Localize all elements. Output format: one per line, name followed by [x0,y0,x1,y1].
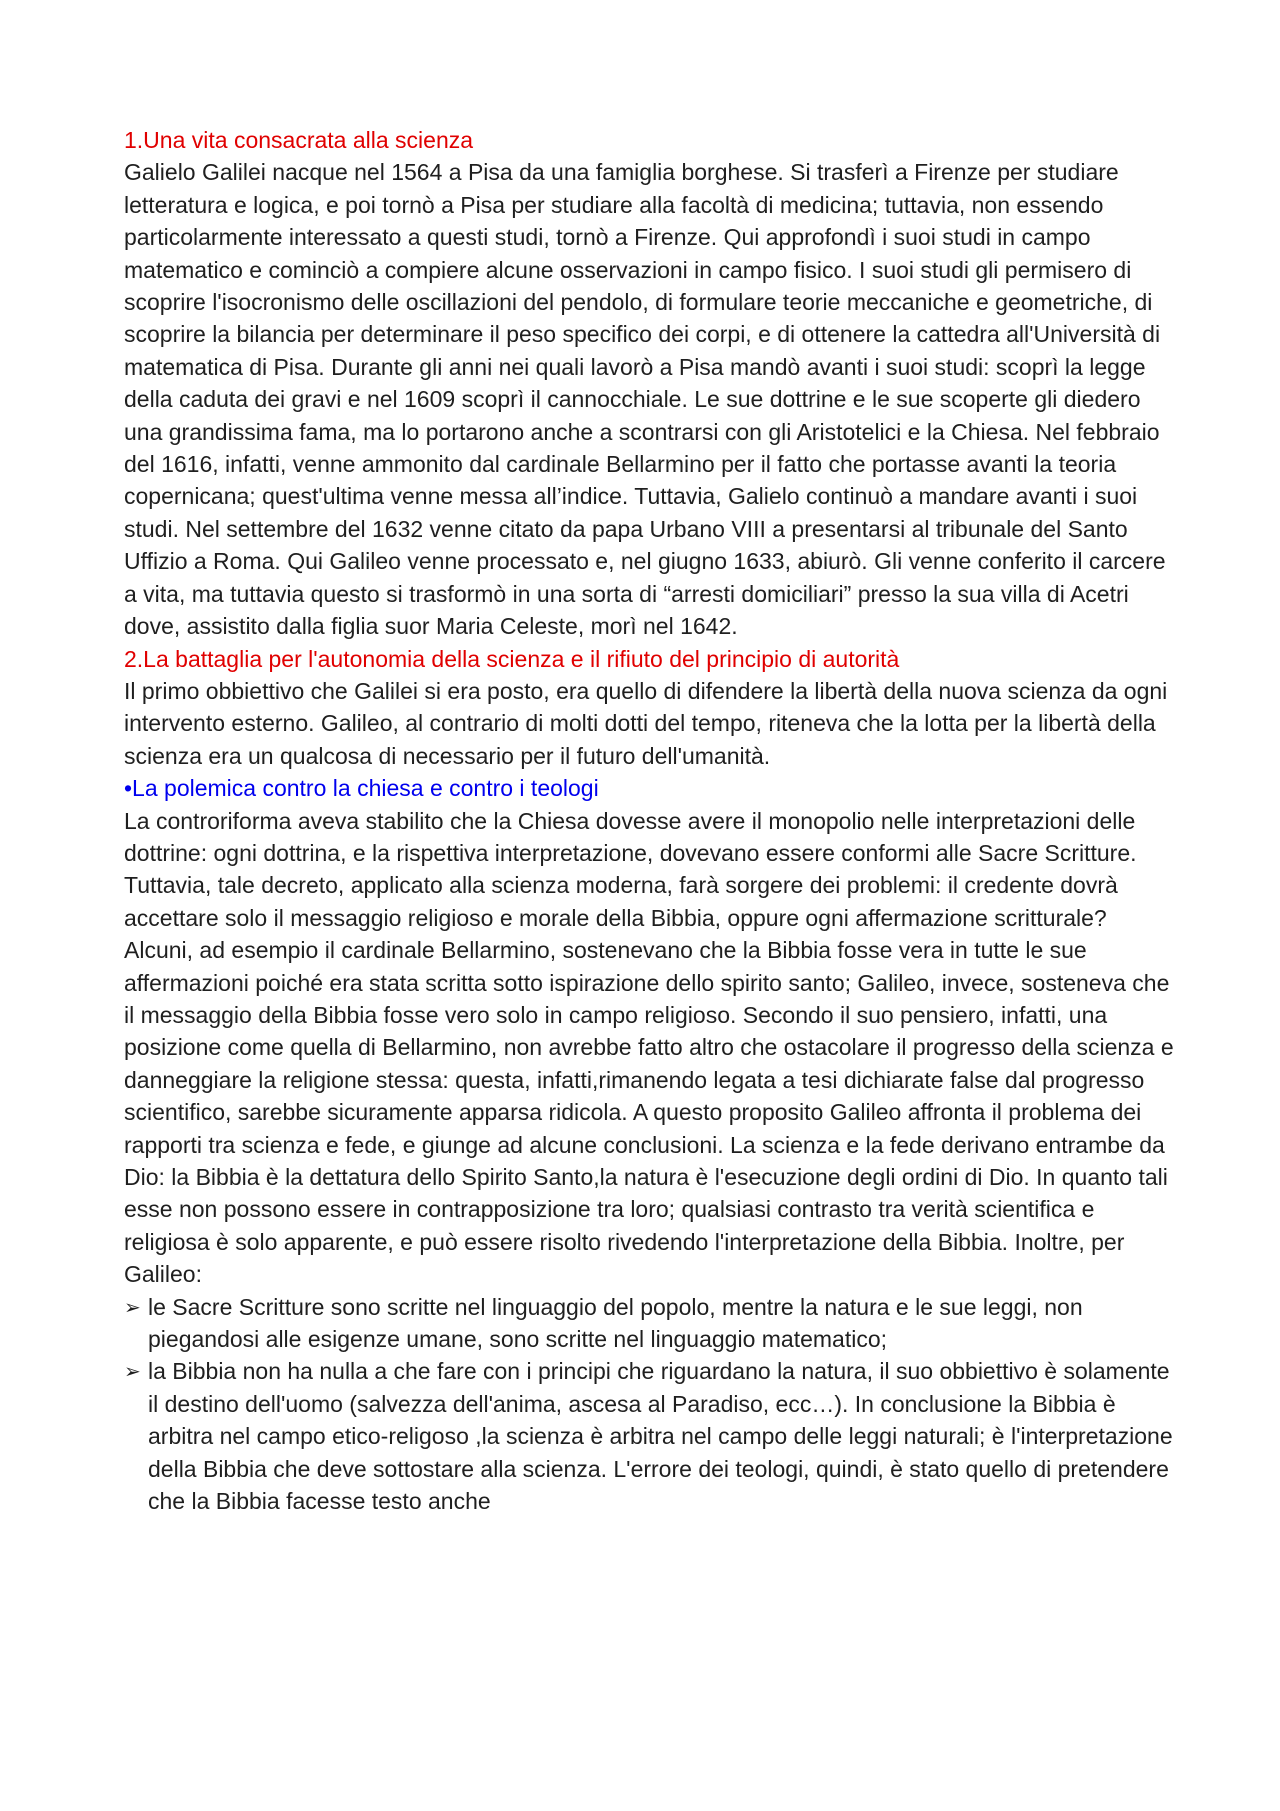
section-1-heading: 1.Una vita consacrata alla scienza [124,127,474,153]
subsection-paragraph-1: La controriforma aveva stabilito che la Chiesa dovesse avere il monopolio nelle interpretazioni delle dottrine: ogni dottrina, e la rispettiva interpretazione, dovevano essere conformi alle Sacre Scritture. Tuttavia, tale decreto, applicato alla scienza moderna, farà sorgere dei problemi: il credente dovrà accettare solo il messaggio religioso e morale della Bibbia, oppure ogni affermazione scritturale? [124,807,1137,931]
arrowhead-bullet-icon: ➢ [124,1294,141,1319]
bullet-item-2 [124,1355,1174,1517]
subsection-paragraph-2: Alcuni, ad esempio il cardinale Bellarmino, sostenevano che la Bibbia fosse vera in tutte le sue affermazioni poiché era stata scritta sotto ispirazione dello spirito santo; Galileo, invece, sosteneva che il messaggio della Bibbia fosse vero solo in campo religioso. Secondo il suo pensiero, infatti, una posizione come quella di Bellarmino, non avrebbe fatto altro che ostacolare il progresso della scienza e danneggiare la religione stessa: questa, infatti,rimanendo legata a tesi dichiarate false dal progresso scientifico, sarebbe sicuramente apparsa ridicola. A questo proposito Galileo affronta il problema dei rapporti tra scienza e fede, e giunge ad alcune conclusioni. La scienza e la fede derivano entrambe da Dio: la Bibbia è la dettatura dello Spirito Santo,la natura è l'esecuzione degli ordini di Dio. In quanto tali esse non possono essere in contrapposizione tra loro; qualsiasi contrasto tra verità scientifica e religiosa è solo apparente, e può essere risolto rivedendo l'interpretazione della Bibbia. Inoltre, per Galileo: [124,937,1174,1288]
bullet-text-2: la Bibbia non ha nulla a che fare con i principi che riguardano la natura, il suo obbiettivo è solamente il destino dell'uomo (salvezza dell'anima, ascesa al Paradiso, ecc…). In conclusione la Bibbia è arbitra nel campo etico-religoso ,la scienza è arbitra nel campo delle leggi naturali; è l'interpretazione della Bibbia che deve sottostare alla scienza. L'errore dei teologi, quindi, è stato quello di pretendere che la Bibbia facesse testo anche [148,1358,1173,1515]
section-2-heading: 2.La battaglia per l'autonomia della scienza e il rifiuto del principio di autorità [124,645,900,672]
section-1-body: Galielo Galilei nacque nel 1564 a Pisa da una famiglia borghese. Si trasferì a Firenze per studiare letteratura e logica, e poi tornò a Pisa per studiare alla facoltà di medicina; tuttavia, non essendo particolarmente interessato a questi studi, tornò a Firenze. Qui approfondì i suoi studi in campo matematico e cominciò a compiere alcune osservazioni in campo fisico. I suoi studi gli permisero di scoprire l'isocronismo delle oscillazioni del pendolo, di formulare teorie meccaniche e geometriche, di scoprire la bilancia per determinare il peso specifico dei corpi, e di ottenere la cattedra all'Università di matematica di Pisa. Durante gli anni nei quali lavorò a Pisa mandò avanti i suoi studi: scoprì la legge della caduta dei gravi e nel 1609 scoprì il cannocchiale. Le sue dottrine e le sue scoperte gli diedero una grandissima fama, ma lo portarono anche a scontrarsi con gli Aristotelici e la Chiesa. Nel febbraio del 1616, infatti, venne ammonito dal cardinale Bellarmino per il fatto che portasse avanti la teoria copernicana; quest'ultima venne messa all’indice. Tuttavia, Galielo continuò a mandare avanti i suoi studi. Nel settembre del 1632 venne citato da papa Urbano VIII a presentarsi al tribunale del Santo Uffizio a Roma. Qui Galileo venne processato e, nel giugno 1633, abiurò. Gli venne conferito il carcere a vita, ma tuttavia questo si trasformò in una sorta di “arresti domiciliari” presso la sua villa di Acetri dove, assistito dalla figlia suor Maria Celeste, morì nel 1642. [124,159,1166,640]
arrowhead-bullet-icon: ➢ [124,1359,141,1384]
bullet-item-1 [124,1291,1174,1356]
subsection-heading: •La polemica contro la chiesa e contro i teologi [124,775,599,802]
document-page [124,124,1174,1517]
bullet-text-1: le Sacre Scritture sono scritte nel linguaggio del popolo, mentre la natura e le sue leggi, non piegandosi alle esigenze umane, sono scritte nel linguaggio matematico; [148,1293,1083,1353]
section-2-body: Il primo obbiettivo che Galilei si era posto, era quello di difendere la libertà della nuova scienza da ogni intervento esterno. Galileo, al contrario di molti dotti del tempo, riteneva che la lotta per la libertà della scienza era un qualcosa di necessario per il futuro dell'umanità. [124,677,1168,769]
